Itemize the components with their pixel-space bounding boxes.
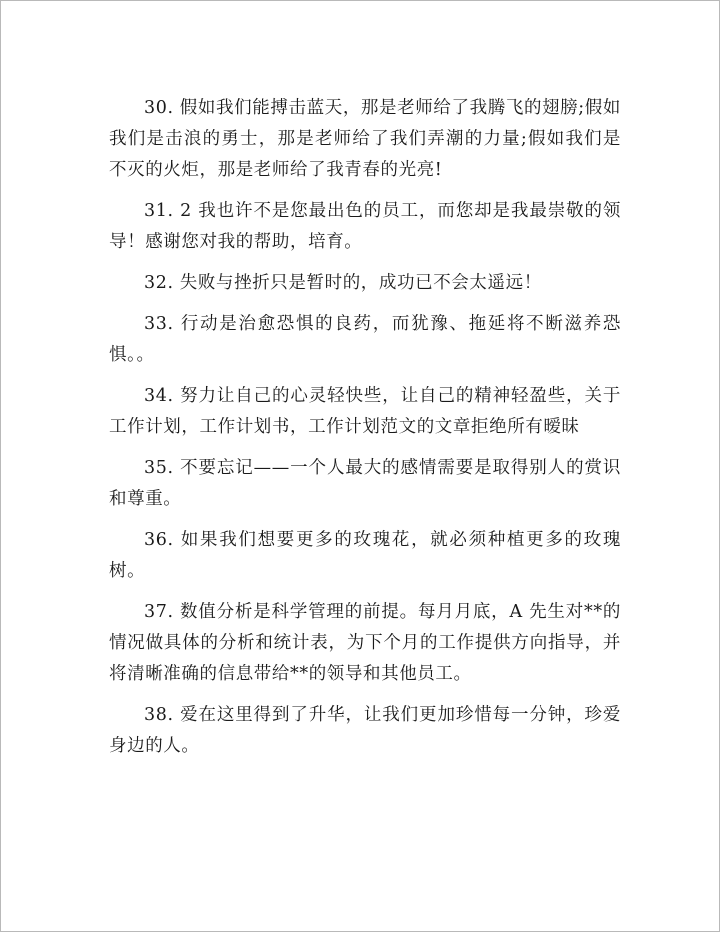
paragraph-30: 30. 假如我们能搏击蓝天，那是老师给了我腾飞的翅膀;假如我们是击浪的勇士，那是老师给了我们弄潮的力量;假如我们是不灭的火炬，那是老师给了我青春的光亮! — [109, 98, 621, 180]
paragraph-36: 36. 如果我们想要更多的玫瑰花，就必须种植更多的玫瑰树。 — [109, 530, 621, 581]
paragraph-35: 35. 不要忘记——一个人最大的感情需要是取得别人的赏识和尊重。 — [109, 458, 621, 509]
paragraph-38: 38. 爱在这里得到了升华，让我们更加珍惜每一分钟，珍爱身边的人。 — [109, 705, 621, 756]
document-body — [109, 93, 621, 772]
paragraph-31: 31. 2 我也许不是您最出色的员工，而您却是我最崇敬的领导！感谢您对我的帮助，培育。 — [109, 201, 621, 252]
paragraph-37: 37. 数值分析是科学管理的前提。每月月底，A 先生对**的情况做具体的分析和统计表，为下个月的工作提供方向指导，并将清晰准确的信息带给**的领导和其他员工。 — [109, 602, 621, 684]
paragraph-34: 34. 努力让自己的心灵轻快些，让自己的精神轻盈些，关于工作计划，工作计划书，工作计划范文的文章拒绝所有暧昧 — [109, 386, 621, 437]
paragraph-32: 32. 失败与挫折只是暂时的，成功已不会太遥远！ — [144, 273, 542, 293]
paragraph-33: 33. 行动是治愈恐惧的良药，而犹豫、拖延将不断滋养恐惧。。 — [109, 314, 621, 365]
